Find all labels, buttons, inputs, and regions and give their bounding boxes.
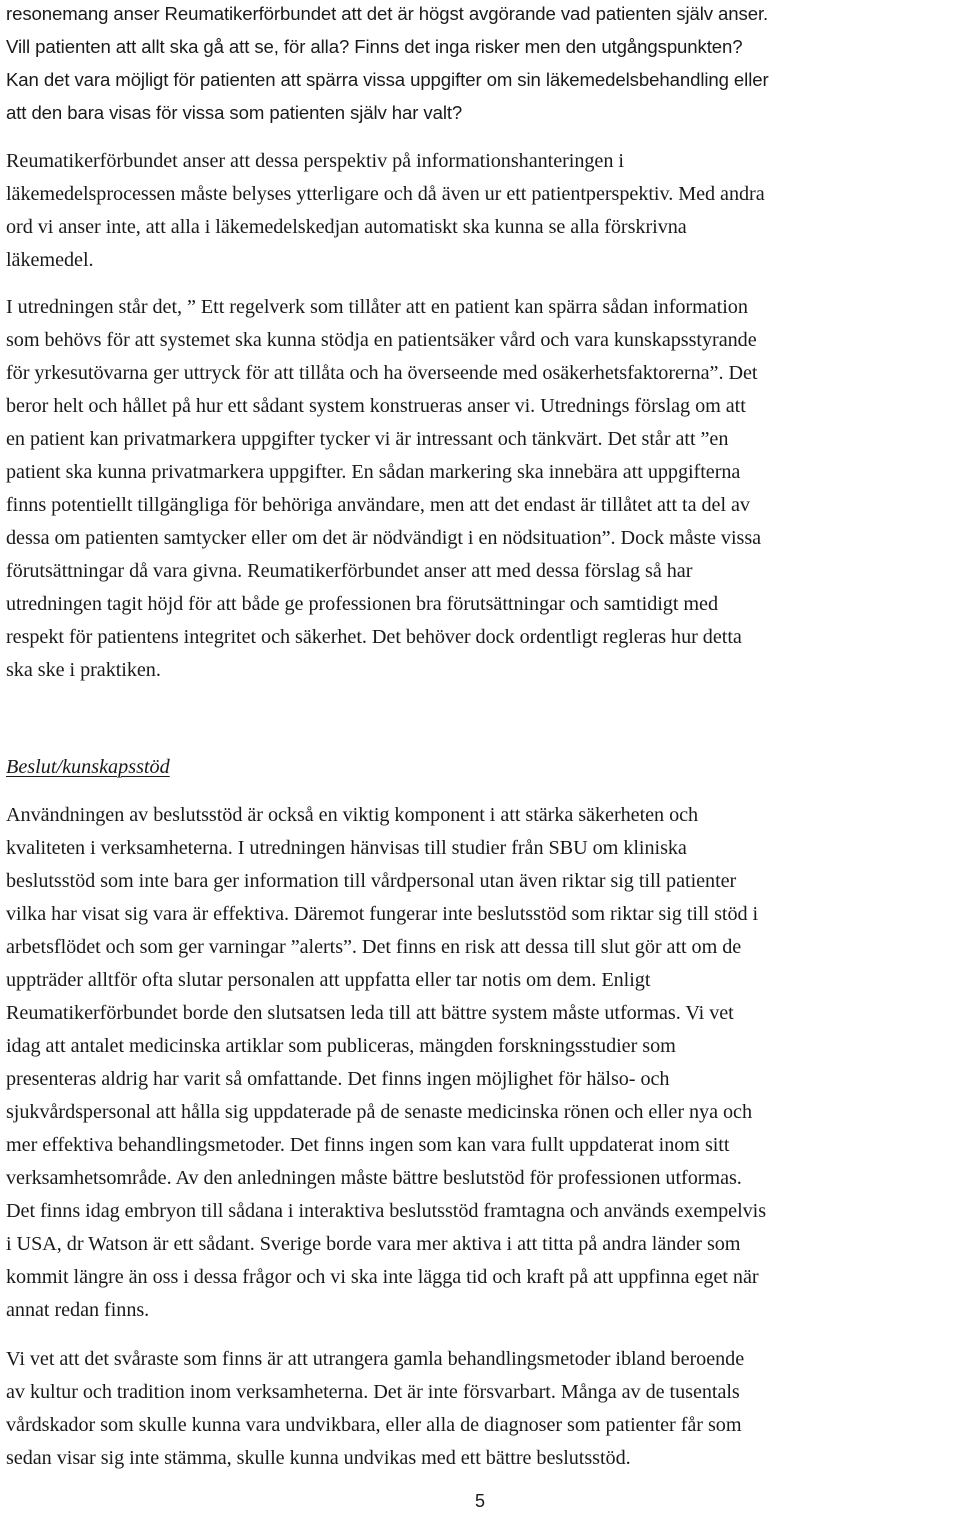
text-line: Reumatikerförbundet borde den slutsatsen leda till att bättre system måste utformas. Vi vet [6,1002,734,1024]
text-line: för yrkesutövarna ger uttryck för att tillåta och ha överseende med osäkerhetsfaktorerna”. Det [6,362,758,384]
text-line: Reumatikerförbundet anser att dessa perspektiv på informationshanteringen i [6,150,624,172]
text-line: vilka har visat sig vara är effektiva. Däremot fungerar inte beslutsstöd som riktar sig till stöd i [6,903,759,925]
text-line: sjukvårdspersonal att hålla sig uppdaterade på de senaste medicinska rönen och eller nya och [6,1101,752,1123]
text-line: presenteras aldrig har varit så omfattande. Det finns ingen möjlighet för hälso- och [6,1068,670,1090]
paragraph-utrangera [6,1343,954,1475]
text-line: Vi vet att det svåraste som finns är att utrangera gamla behandlingsmetoder ibland beroende [6,1348,745,1370]
text-line: Användningen av beslutsstöd är också en viktig komponent i att stärka säkerheten och [6,804,699,826]
text-line: resonemang anser Reumatikerförbundet att det är högst avgörande vad patienten själv anser. [6,3,769,24]
paragraph-intro-questions [6,0,954,129]
text-line: respekt för patientens integritet och säkerhet. Det behöver dock ordentligt regleras hur detta [6,626,742,648]
text-line: läkemedel. [6,249,94,271]
text-line: I utredningen står det, ” Ett regelverk som tillåter att en patient kan spärra sådan information [6,296,748,318]
text-line: i USA, dr Watson är ett sådant. Sverige borde vara mer aktiva i att titta på andra länder som [6,1233,741,1255]
section-heading: Beslut/kunskapsstöd [6,756,170,778]
text-line: ska ske i praktiken. [6,659,161,681]
text-line: av kultur och tradition inom verksamheterna. Det är inte försvarbart. Många av de tusentals [6,1381,740,1403]
text-line: beror helt och hållet på hur ett sådant system konstrueras anser vi. Utrednings förslag om att [6,395,746,417]
text-line: en patient kan privatmarkera uppgifter tycker vi är intressant och tänkvärt. Det står att ”en [6,428,729,450]
paragraph-privatmarkering [6,291,954,687]
page-number: 5 [474,1491,485,1511]
text-line: sedan visar sig inte stämma, skulle kunna undvikas med ett bättre beslutsstöd. [6,1447,631,1469]
text-line: idag att antalet medicinska artiklar som publiceras, mängden forskningsstudier som [6,1035,676,1057]
text-line: uppträder alltför ofta slutar personalen att uppfatta eller tar notis om dem. Enligt [6,969,651,991]
text-line: ord vi anser inte, att alla i läkemedelskedjan automatiskt ska kunna se alla förskrivna [6,216,687,238]
text-line: mer effektiva behandlingsmetoder. Det finns ingen som kan vara fullt uppdaterat inom sitt [6,1134,730,1156]
text-line: läkemedelsprocessen måste belyses ytterligare och då även ur ett patientperspektiv. Med andra [6,183,765,205]
text-line: kommit längre än oss i dessa frågor och vi ska inte lägga tid och kraft på att uppfinna eget när [6,1266,759,1288]
text-line: vårdskador som skulle kunna vara undvikbara, eller alla de diagnoser som patienter får som [6,1414,742,1436]
text-line: arbetsflödet och som ger varningar ”alerts”. Det finns en risk att dessa till slut gör att om de [6,936,742,958]
text-line: dessa om patienten samtycker eller om det är nödvändigt i en nödsituation”. Dock måste vissa [6,527,762,549]
text-line: Vill patienten att allt ska gå att se, för alla? Finns det inga risker men den utgångspunkten? [6,36,743,57]
text-line: kvaliteten i verksamheterna. I utredningen hänvisas till studier från SBU om kliniska [6,837,687,859]
paragraph-perspectives [6,145,954,277]
text-line: utredningen tagit höjd för att både ge professionen bra förutsättningar och samtidigt med [6,593,719,615]
text-line: som behövs för att systemet ska kunna stödja en patientsäker vård och vara kunskapsstyrande [6,329,757,351]
text-line: finns potentiellt tillgängliga för behöriga användare, men att det endast är tillåtet att ta del av [6,494,750,516]
text-line: verksamhetsområde. Av den anledningen måste bättre beslutstöd för professionen utformas. [6,1167,742,1189]
paragraph-beslutsstod [6,799,954,1327]
text-line: patient ska kunna privatmarkera uppgifter. En sådan markering ska innebära att uppgifterna [6,461,741,483]
text-line: Kan det vara möjligt för patienten att spärra vissa uppgifter om sin läkemedelsbehandling eller [6,69,769,90]
text-line: att den bara visas för vissa som patienten själv har valt? [6,102,463,123]
text-line: annat redan finns. [6,1299,150,1321]
text-line: beslutsstöd som inte bara ger information till vårdpersonal utan även riktar sig till patienter [6,870,737,892]
text-line: förutsättningar då vara givna. Reumatikerförbundet anser att med dessa förslag så har [6,560,693,582]
text-line: Det finns idag embryon till sådana i interaktiva beslutsstöd framtagna och används exempelvis [6,1200,767,1222]
